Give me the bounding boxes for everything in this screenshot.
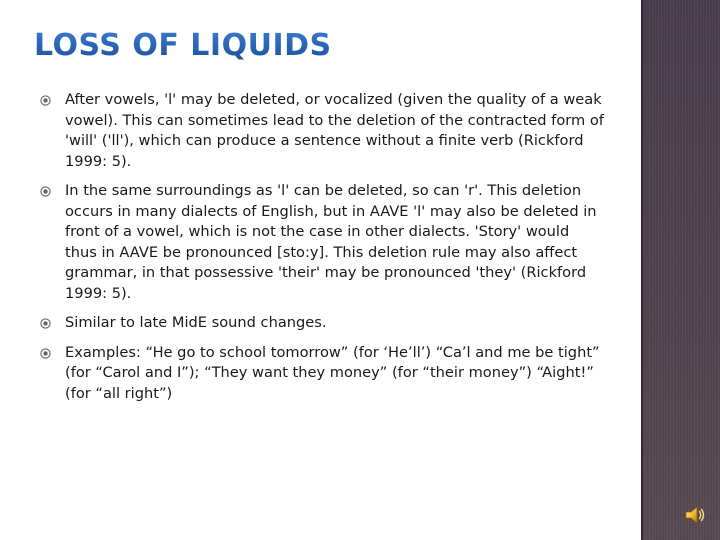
bullet-item: [40, 343, 605, 405]
speaker-icon[interactable]: [683, 503, 707, 527]
bullet-text: In the same surroundings as 'l' can be deleted, so can 'r'. This deletion occurs in many dialects of English, but in AAVE 'l' may also be deleted in front of a vowel, which is not the case in other dialects. 'Story' would thus in AAVE be pronounced [sto:y]. This deletion rule may also affect grammar, in that possessive 'their' may be pronounced 'they' (Rickford 1999: 5).: [65, 182, 597, 302]
circled-bullet-icon: [40, 95, 51, 106]
circled-bullet-icon: [40, 348, 51, 359]
bullet-text: Similar to late MidE sound changes.: [65, 314, 327, 331]
circled-bullet-icon: [40, 318, 51, 329]
bullet-item: [40, 313, 605, 334]
bullet-item: [40, 90, 605, 172]
bullet-item: [40, 181, 605, 304]
slide-title: LOSS OF LIQUIDS: [34, 28, 332, 63]
decorative-sidebar: [643, 0, 720, 540]
circled-bullet-icon: [40, 186, 51, 197]
bullet-text: Examples: “He go to school tomorrow” (for ‘He’ll’) “Ca’l and me be tight” (for “Carol and I”); “They want they money” (for “their money”) “Aight!” (for “all right”): [65, 343, 600, 402]
bullet-text: After vowels, 'l' may be deleted, or vocalized (given the quality of a weak vowel). This can sometimes lead to the deletion of the contracted form of 'will' ('ll'), which can produce a sentence without a finite verb (Rickford 1999: 5).: [65, 91, 604, 170]
bullet-list: [40, 90, 605, 413]
